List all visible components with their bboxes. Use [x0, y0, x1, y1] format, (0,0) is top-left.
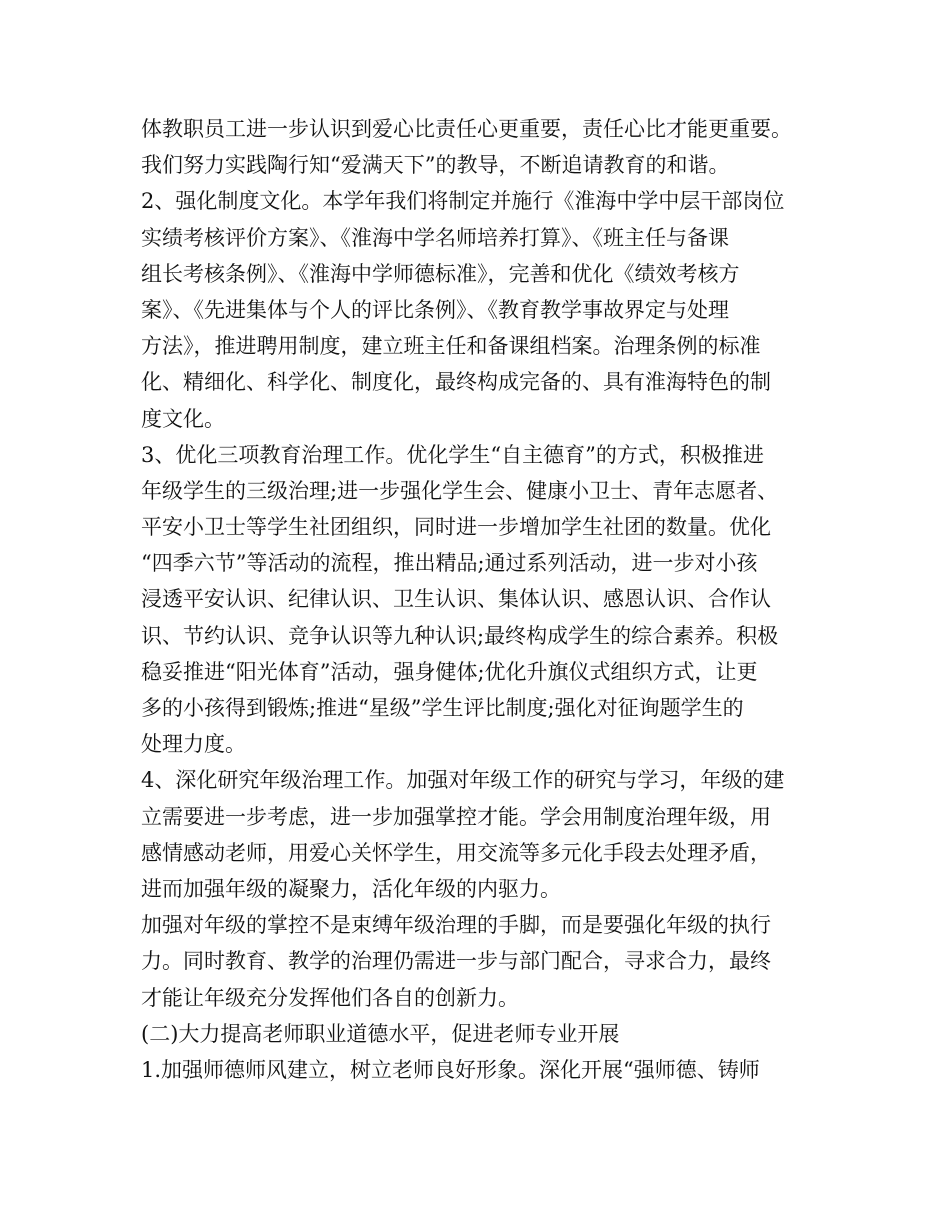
text-line: 处理力度。 — [141, 732, 246, 757]
text-line: 识、节约认识、竞争认识等九种认识;最终构成学生的综合素养。积极 — [141, 623, 779, 648]
text-line: 年级学生的三级治理;进一步强化学生会、健康小卫士、青年志愿者、 — [141, 478, 779, 503]
text-line: 稳妥推进“阳光体育”活动，强身健体;优化升旗仪式组织方式，让更 — [141, 659, 758, 684]
text-line: 感情感动老师，用爱心关怀学生，用交流等多元化手段去处理矛盾， — [141, 840, 771, 865]
text-line: 我们努力实践陶行知“爱满天下”的教导，不断追请教育的和谐。 — [141, 153, 730, 178]
text-line: 3、优化三项教育治理工作。优化学生“自主德育”的方式，积极推进 — [141, 442, 764, 467]
text-line: 浸透平安认识、纪律认识、卫生认识、集体认识、感恩认识、合作认 — [141, 587, 771, 612]
text-line: 组长考核条例》、《淮海中学师德标准》，完善和优化《绩效考核方 — [141, 261, 740, 286]
text-line: 4、深化研究年级治理工作。加强对年级工作的研究与学习，年级的建 — [141, 768, 785, 793]
text-line: 多的小孩得到锻炼;推进“星级”学生评比制度;强化对征询题学生的 — [141, 696, 744, 720]
text-line: 2、强化制度文化。本学年我们将制定并施行《淮海中学中层干部岗位 — [141, 189, 785, 214]
text-line: 方法》，推进聘用制度，建立班主任和备课组档案。治理条例的标准 — [141, 334, 761, 359]
text-line: 立需要进一步考虑，进一步加强掌控才能。学会用制度治理年级，用 — [141, 804, 771, 829]
text-line: 才能让年级充分发挥他们各自的创新力。 — [141, 985, 519, 1010]
text-line: (二)大力提高老师职业道德水平，促进老师专业开展 — [141, 1021, 620, 1046]
text-line: 案》、《先进集体与个人的评比条例》、《教育教学事故界定与处理 — [141, 297, 729, 322]
text-line: 体教职员工进一步认识到爱心比责任心更重要，责任心比才能更重要。 — [141, 117, 792, 141]
text-line: 力。同时教育、教学的治理仍需进一步与部门配合，寻求合力，最终 — [141, 949, 771, 974]
text-line: “四季六节”等活动的流程，推出精品;通过系列活动，进一步对小孩 — [141, 551, 758, 576]
text-line: 1.加强师德师风建立，树立老师良好形象。深化开展“强师德、铸师 — [141, 1057, 760, 1082]
body-text — [141, 111, 821, 1088]
text-line: 化、精细化、科学化、制度化，最终构成完备的、具有淮海特色的制 — [141, 370, 771, 395]
text-line: 加强对年级的掌控不是束缚年级治理的手脚，而是要强化年级的执行 — [141, 913, 771, 938]
text-line: 实绩考核评价方案》、《淮海中学名师培养打算》、《班主任与备课 — [141, 225, 729, 250]
text-line: 平安小卫士等学生社团组织，同时进一步增加学生社团的数量。优化 — [141, 515, 771, 540]
text-line: 进而加强年级的凝聚力，活化年级的内驱力。 — [141, 876, 561, 901]
text-line: 度文化。 — [141, 406, 225, 431]
